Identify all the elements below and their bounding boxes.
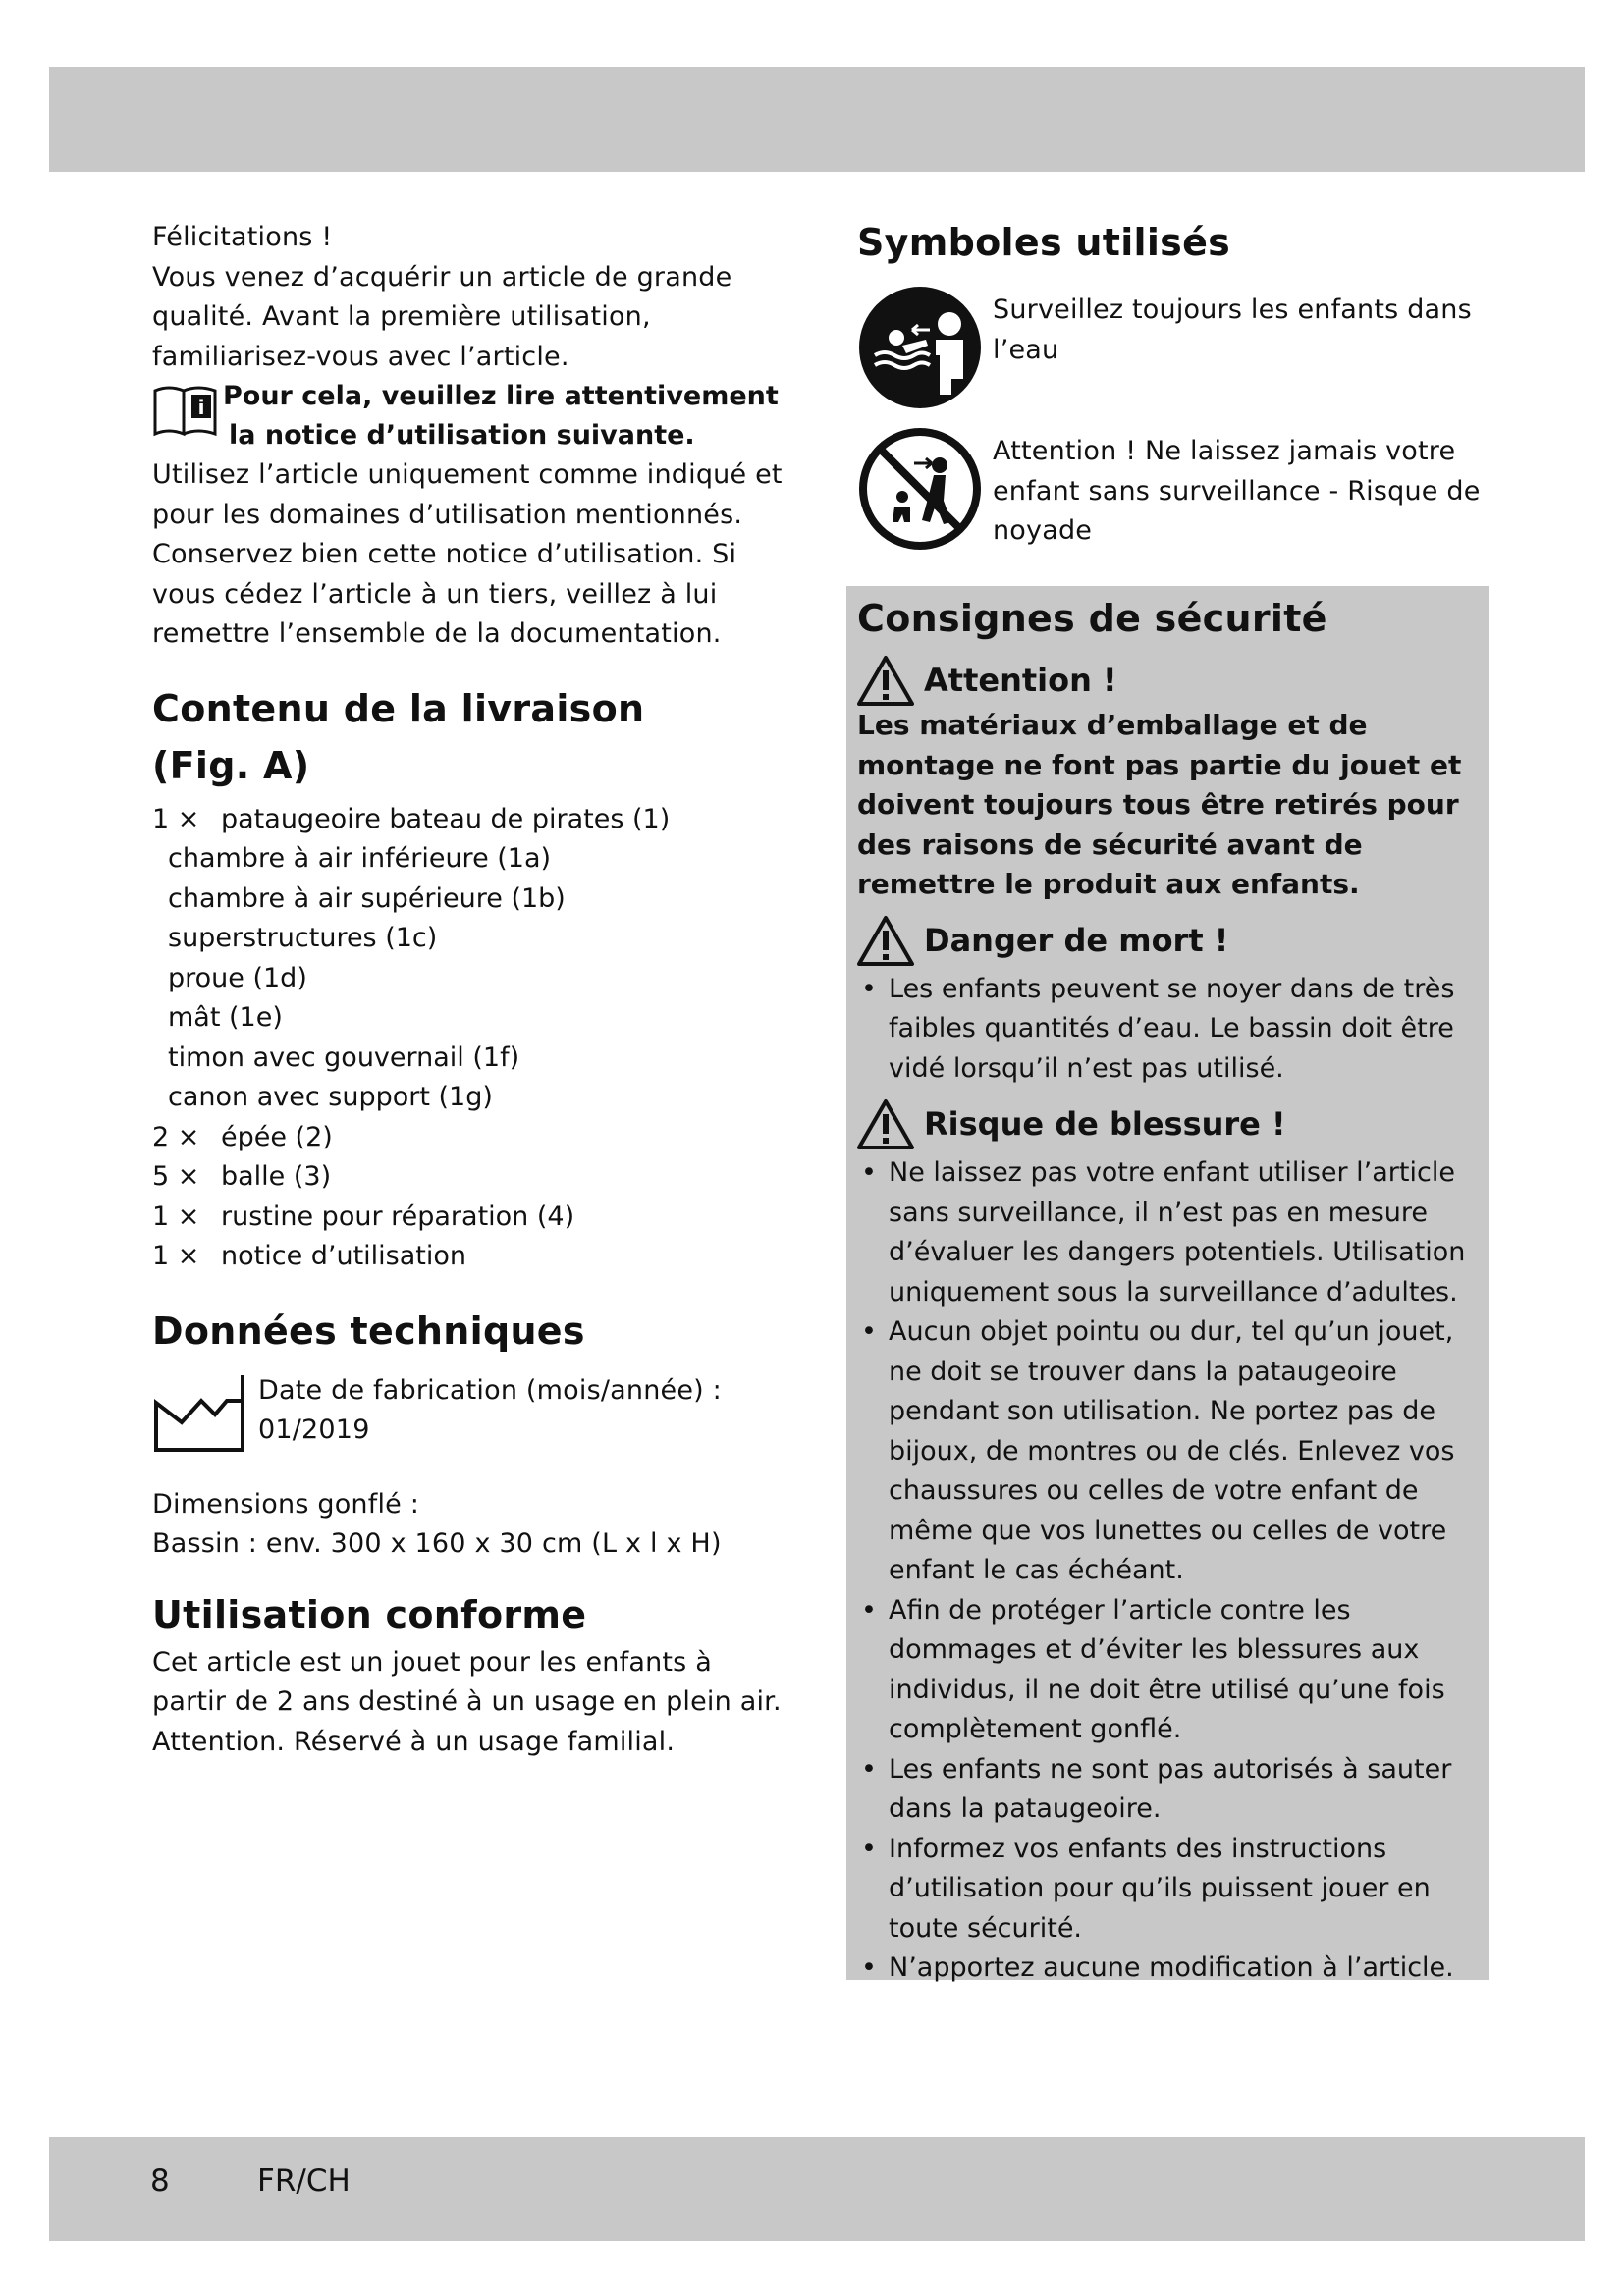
tech-title: Données techniques [152, 1308, 585, 1353]
symbol-no-unattended-text: Attention ! Ne laissez jamais votre enfant sans surveillance - Risque de noyade [993, 436, 1481, 546]
list-item: canon avec support (1g) [168, 1082, 493, 1112]
risk-heading [857, 1098, 1486, 1149]
risk-list [857, 1153, 1486, 1989]
danger-heading [857, 915, 1486, 966]
read-manual-icon [152, 381, 219, 438]
list-item: • Les enfants ne sont pas autorisés à sauter dans la pataugeoire. [857, 1750, 1486, 1830]
attention-heading [857, 655, 1486, 706]
list-item: 1 × notice d’utilisation [152, 1241, 467, 1271]
language-code: FR/CH [257, 2163, 351, 2199]
list-item: superstructures (1c) [168, 923, 438, 953]
warning-triangle-icon [857, 1098, 914, 1149]
manufacture-date-value: 01/2019 [258, 1415, 370, 1445]
greeting: Félicitations ! [152, 222, 333, 252]
list-item: • Les enfants peuvent se noyer dans de très faibles quantités d’eau. Le bassin doit être vidé lorsqu’il n’est pas utilisé. [857, 970, 1486, 1090]
no-unattended-child-icon [857, 426, 983, 552]
read-manual-line2: la notice d’utilisation suivante. [229, 420, 695, 451]
contents-list [152, 800, 790, 1277]
symbol-supervise [857, 285, 1495, 410]
list-item: • Ne laissez pas votre enfant utiliser l’article sans surveillance, il n’est pas en mesure d’évaluer les dangers potentiels. Utilisation uniquement sous la surveillance d’adultes. [857, 1153, 1486, 1312]
attention-title: Attention ! [924, 662, 1117, 699]
intro-text: Vous venez d’acquérir un article de grande qualité. Avant la première utilisation, familiarisez-vous avec l’article. [152, 261, 732, 372]
warning-triangle-icon [857, 655, 914, 706]
danger-list [857, 970, 1486, 1090]
dims-value: Bassin : env. 300 x 160 x 30 cm (L x l x H) [152, 1528, 722, 1559]
safety-box [846, 586, 1489, 1983]
risk-title: Risque de blessure ! [924, 1105, 1286, 1143]
attention-text: Les matériaux d’emballage et de montage ne font pas partie du jouet et doivent toujours tous être retirés pour des raisons de sécurité avant de remettre le produit aux enfants. [857, 709, 1462, 900]
manufacture-date-icon [152, 1371, 246, 1452]
supervise-children-water-icon [857, 285, 983, 410]
list-item: 5 × balle (3) [152, 1161, 332, 1192]
list-item: 1 × pataugeoire bateau de pirates (1) [152, 803, 671, 834]
list-item: • Informez vos enfants des instructions d’utilisation pour qu’ils puissent jouer en toute sécurité. [857, 1830, 1486, 1949]
svg-text:i: i [197, 396, 205, 419]
list-item: timon avec gouvernail (1f) [168, 1041, 520, 1073]
safety-title: Consignes de sécurité [857, 597, 1327, 640]
contents-title-2: (Fig. A) [152, 743, 310, 787]
danger-title: Danger de mort ! [924, 921, 1229, 959]
symbol-supervise-text: Surveillez toujours les enfants dans l’eau [993, 294, 1472, 365]
list-item: chambre à air supérieure (1b) [168, 882, 566, 914]
read-manual-line1: Pour cela, veuillez lire attentivement [223, 381, 779, 411]
read-manual-note [152, 377, 790, 455]
list-item: • Aucun objet pointu ou dur, tel qu’un jouet, ne doit se trouver dans la pataugeoire pendant son utilisation. Ne portez pas de bijoux, de montres ou de clés. Enlevez vos chaussures ou celles de votre enfant de même que vos lunettes ou celles de votre enfant le cas échéant. [857, 1312, 1486, 1591]
usage-title: Utilisation conforme [152, 1592, 587, 1636]
list-item: • Afin de protéger l’article contre les dommages et d’éviter les blessures aux individus, il ne doit être utilisé qu’une fois complètement gonflé. [857, 1591, 1486, 1750]
warning-triangle-icon [857, 915, 914, 966]
right-column [857, 218, 1495, 567]
header-band [49, 67, 1585, 172]
intro-after: Utilisez l’article uniquement comme indiqué et pour les domaines d’utilisation mentionnés. Conservez bien cette notice d’utilisation. Si vous cédez l’article à un tiers, veillez à lui remettre l’ensemble de la documentation. [152, 459, 783, 649]
page-number: 8 [150, 2163, 170, 2199]
list-item: 2 × épée (2) [152, 1121, 333, 1152]
symbols-title: Symboles utilisés [857, 221, 1231, 264]
list-item: chambre à air inférieure (1a) [168, 843, 552, 874]
contents-title-1: Contenu de la livraison [152, 686, 645, 730]
left-column [152, 218, 790, 1762]
manufacture-date-label: Date de fabrication (mois/année) : [258, 1374, 722, 1406]
list-item: 1 × rustine pour réparation (4) [152, 1201, 575, 1232]
list-item: • N’apportez aucune modification à l’article. [857, 1949, 1486, 1989]
list-item: proue (1d) [168, 962, 307, 993]
list-item: mât (1e) [168, 1002, 283, 1033]
dims-label: Dimensions gonflé : [152, 1488, 420, 1520]
usage-text: Cet article est un jouet pour les enfants à partir de 2 ans destiné à un usage en plein air. Attention. Réservé à un usage familial. [152, 1646, 782, 1757]
symbol-no-unattended [857, 426, 1495, 552]
manufacture-date [152, 1371, 790, 1452]
